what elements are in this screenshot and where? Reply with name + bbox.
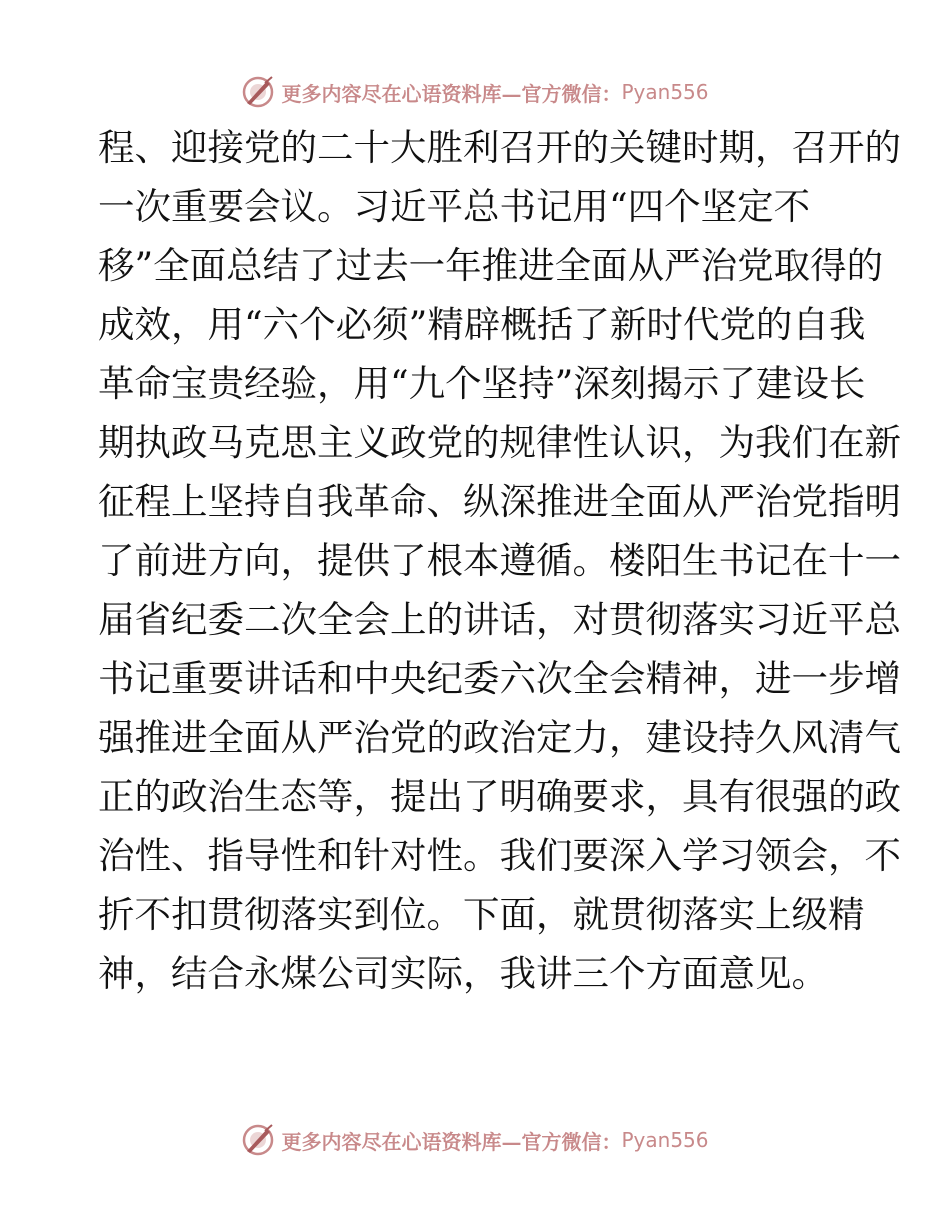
body-line: 折不扣贯彻落实到位。下面，就贯彻落实上级精: [98, 893, 865, 936]
watermark-wechat-id: Pyan556: [621, 80, 709, 104]
quill-seal-icon: [241, 75, 275, 109]
body-text: [98, 118, 901, 1003]
watermark-text: 更多内容尽在心语资料库—官方微信：: [281, 81, 622, 106]
body-line: 了前进方向，提供了根本遵循。楼阳生书记在十一: [98, 539, 901, 582]
body-line: 正的政治生态等，提出了明确要求，具有很强的政: [98, 775, 901, 818]
body-line: 治性、指导性和针对性。我们要深入学习领会，不: [98, 834, 901, 877]
body-line: 移”全面总结了过去一年推进全面从严治党取得的: [98, 244, 884, 287]
header-watermark: [0, 72, 950, 112]
body-line: 神，结合永煤公司实际，我讲三个方面意见。: [98, 952, 828, 995]
body-line: 书记重要讲话和中央纪委六次全会精神，进一步增: [98, 657, 901, 700]
body-line: 程、迎接党的二十大胜利召开的关键时期，召开的: [98, 126, 901, 169]
body-line: 征程上坚持自我革命、纵深推进全面从严治党指明: [98, 480, 901, 523]
watermark-text: 更多内容尽在心语资料库—官方微信：: [281, 1129, 622, 1154]
body-line: 强推进全面从严治党的政治定力，建设持久风清气: [98, 716, 901, 759]
quill-seal-icon: [241, 1123, 275, 1157]
body-line: 一次重要会议。习近平总书记用“四个坚定不: [98, 185, 811, 228]
footer-watermark: [0, 1120, 950, 1160]
body-line: 届省纪委二次全会上的讲话，对贯彻落实习近平总: [98, 598, 901, 641]
watermark-wechat-id: Pyan556: [621, 1128, 709, 1152]
body-line: 成效，用“六个必须”精辟概括了新时代党的自我: [98, 303, 866, 346]
body-line: 期执政马克思主义政党的规律性认识，为我们在新: [98, 421, 901, 464]
body-line: 革命宝贵经验，用“九个坚持”深刻揭示了建设长: [98, 362, 866, 405]
